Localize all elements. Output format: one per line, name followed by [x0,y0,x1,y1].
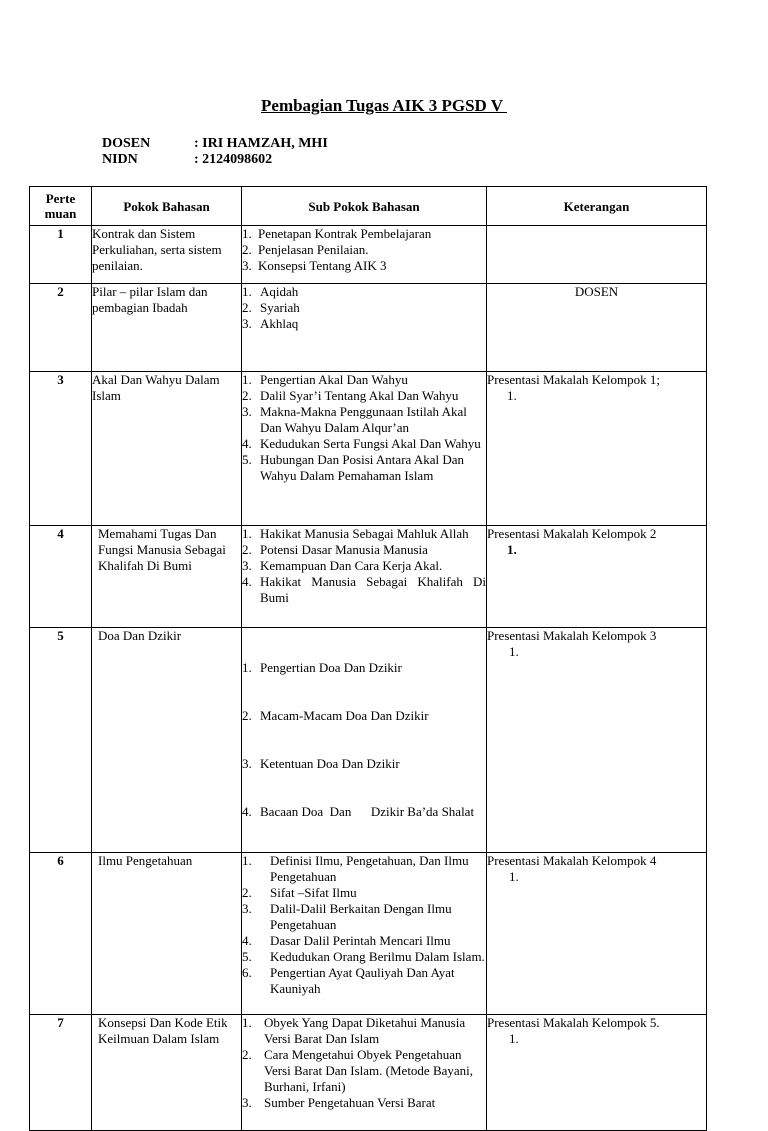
meeting-number: 6 [30,853,92,1015]
note-text: Presentasi Makalah Kelompok 2 [487,526,657,541]
header-sub-pokok-bahasan: Sub Pokok Bahasan [242,187,487,226]
list-item: 2. Sifat –Sifat Ilmu [242,885,357,900]
meeting-number: 5 [30,628,92,853]
note-list-number: 1. [507,542,517,557]
note: DOSEN [487,284,707,372]
note [487,372,707,526]
table-header-row [30,187,707,226]
list-item: 1. Obyek Yang Dapat Diketahui Manusia Versi Barat Dan Islam [242,1015,466,1046]
list-item: 5. Hubungan Dan Posisi Antara Akal Dan Wahyu Dalam Pemahaman Islam [242,452,465,483]
note [487,1015,707,1131]
subtopics [242,628,487,853]
header-keterangan: Keterangan [487,187,707,226]
meeting-number: 3 [30,372,92,526]
subtopics [242,372,487,526]
list-item: 1. Pengertian Akal Dan Wahyu [242,372,408,387]
meeting-number: 7 [30,1015,92,1131]
topic: Memahami Tugas Dan Fungsi Manusia Sebagai Khalifah Di Bumi [92,526,242,628]
topic: Kontrak dan Sistem Perkuliahan, serta sistem penilaian. [92,226,242,284]
header-pokok-bahasan: Pokok Bahasan [92,187,242,226]
table-row [30,628,707,853]
list-item: 1. Hakikat Manusia Sebagai Mahluk Allah [242,526,469,541]
note [487,853,707,1015]
list-item: 1. Penetapan Kontrak Pembelajaran [242,226,432,241]
note-text: Presentasi Makalah Kelompok 5. [487,1015,660,1030]
list-item: 3. Konsepsi Tentang AIK 3 [242,258,387,273]
topic: Doa Dan Dzikir [92,628,242,853]
subtopics [242,853,487,1015]
meeting-number: 1 [30,226,92,284]
list-item: 3. Dalil-Dalil Berkaitan Dengan Ilmu Pengetahuan [242,901,452,932]
list-item: 2. Penjelasan Penilaian. [242,242,369,257]
subtopic-list [242,226,486,274]
table-row [30,526,707,628]
list-item: 1. Pengertian Doa Dan Dzikir [242,660,402,675]
meeting-number: 4 [30,526,92,628]
list-item: 4. Dasar Dalil Perintah Mencari Ilmu [242,933,451,948]
subtopic-list [240,284,486,332]
list-item: 2. Syariah [242,300,300,315]
subtopics [242,284,487,372]
note [487,226,707,284]
list-item: 4. Kedudukan Serta Fungsi Akal Dan Wahyu [242,436,481,451]
list-item: 4. Bacaan Doa Dan Dzikir Ba’da Shalat [242,804,475,819]
document-title: Pembagian Tugas AIK 3 PGSD V [261,96,507,115]
topic: Akal Dan Wahyu Dalam Islam [92,372,242,526]
table-row [30,1015,707,1131]
note-text: Presentasi Makalah Kelompok 3 [487,628,657,643]
list-item: 3. Makna-Makna Penggunaan Istilah Akal Dan Wahyu Dalam Alqur’an [242,404,467,435]
subtopic-list [242,628,486,852]
list-item: 3. Sumber Pengetahuan Versi Barat [242,1095,436,1110]
dosen-label: DOSEN [102,136,151,151]
table-row [30,372,707,526]
subtopics [242,1015,487,1131]
header-pertemuan: Perte muan [30,187,92,226]
table-row [30,284,707,372]
list-item: 1. Definisi Ilmu, Pengetahuan, Dan Ilmu Pengetahuan [242,853,469,884]
note-list-number: 1. [509,869,519,884]
note-list-number: 1. [509,644,519,659]
subtopic-list [240,526,486,606]
list-item: 2. Potensi Dasar Manusia Manusia [242,542,428,557]
list-item: 3. Ketentuan Doa Dan Dzikir [242,756,400,771]
list-item: 2. Dalil Syar’i Tentang Akal Dan Wahyu [242,388,459,403]
note [487,526,707,628]
subtopic-list [240,372,486,484]
nidn-label: NIDN [102,152,138,167]
list-item: 1. Aqidah [242,284,299,299]
list-item: 6. Pengertian Ayat Qauliyah Dan Ayat Kauniyah [242,965,455,996]
note-text: Presentasi Makalah Kelompok 4 [487,853,657,868]
topic: Pilar – pilar Islam dan pembagian Ibadah [92,284,242,372]
dosen-value: : IRI HAMZAH, MHI [194,136,328,151]
note-text: Presentasi Makalah Kelompok 1; [487,372,660,387]
nidn-row [102,152,328,168]
dosen-row [102,136,328,152]
subtopics [242,526,487,628]
list-item: 3. Akhlaq [242,316,299,331]
list-item: 2. Macam-Macam Doa Dan Dzikir [242,708,429,723]
list-item: 3. Kemampuan Dan Cara Kerja Akal. [242,558,443,573]
list-item: 4. Hakikat Manusia Sebagai Khalifah Di Bumi [242,574,486,605]
note [487,628,707,853]
subtopics [242,226,487,284]
table-row [30,853,707,1015]
meeting-number: 2 [30,284,92,372]
table-row [30,226,707,284]
subtopic-list [242,1015,486,1111]
note-list-number: 1. [509,1031,519,1046]
subtopic-list [242,853,486,997]
nidn-value: : 2124098602 [194,152,273,167]
lecturer-info [102,136,328,168]
list-item: 5. Kedudukan Orang Berilmu Dalam Islam. [242,949,485,964]
note-list-number: 1. [507,388,517,403]
list-item: 2. Cara Mengetahui Obyek Pengetahuan Versi Barat Dan Islam. (Metode Bayani, Burhani, Irfani) [242,1047,474,1094]
topic: Ilmu Pengetahuan [92,853,242,1015]
topic: Konsepsi Dan Kode Etik Keilmuan Dalam Islam [92,1015,242,1131]
schedule-table [29,186,707,1131]
